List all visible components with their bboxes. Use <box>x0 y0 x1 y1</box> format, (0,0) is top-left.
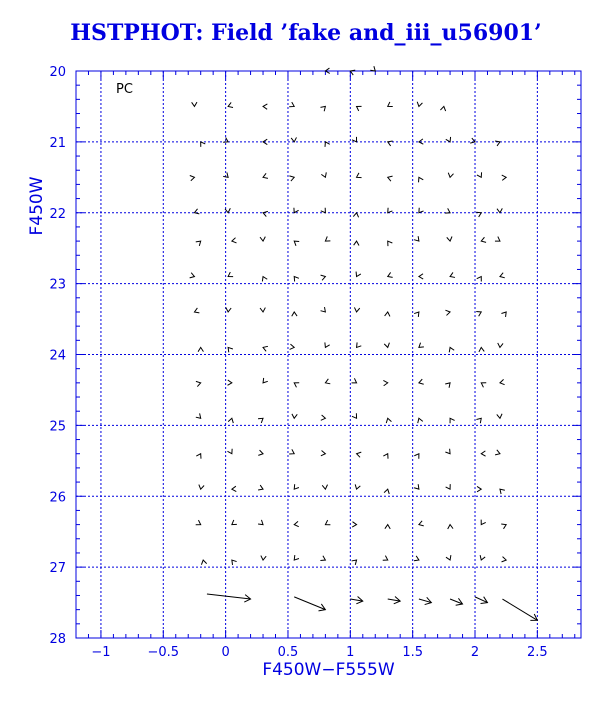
arrow-marker <box>325 142 330 147</box>
long-arrow-shaft <box>207 594 251 599</box>
arrow-marker <box>352 560 357 565</box>
arrow-marker <box>261 556 266 560</box>
arrow-marker <box>450 418 455 423</box>
arrow-marker <box>495 141 500 146</box>
arrow-marker <box>232 520 237 525</box>
arrow-marker <box>357 342 362 347</box>
x-tick-label: 0 <box>221 645 230 660</box>
arrow-marker <box>500 489 505 494</box>
arrow-marker <box>321 451 326 456</box>
arrow-marker <box>476 311 481 316</box>
arrow-marker <box>294 208 299 213</box>
arrow-marker <box>477 277 482 282</box>
arrow-marker <box>289 102 294 107</box>
arrow-marker <box>258 418 263 423</box>
arrow-marker <box>481 237 486 242</box>
arrow-marker <box>501 524 506 529</box>
arrow-marker <box>384 343 389 348</box>
chart-title: HSTPHOT: Field ’fake and_iii_u56901’ <box>70 20 542 46</box>
arrow-marker <box>388 102 393 107</box>
arrow-marker <box>445 383 450 388</box>
arrow-marker <box>260 308 265 312</box>
arrow-marker <box>258 485 263 490</box>
arrow-marker <box>479 347 484 351</box>
arrow-marker <box>294 521 299 526</box>
arrow-marker <box>388 141 393 146</box>
arrow-marker <box>501 312 506 317</box>
arrow-marker <box>385 525 390 529</box>
arrow-marker <box>476 418 481 423</box>
arrow-marker <box>470 138 475 143</box>
arrow-marker <box>480 555 485 560</box>
x-tick-label: −1 <box>91 645 111 660</box>
arrow-marker <box>196 454 201 459</box>
arrow-marker <box>450 272 455 277</box>
arrow-marker <box>263 173 268 178</box>
arrow-marker <box>449 347 454 352</box>
arrow-marker <box>481 383 486 388</box>
arrow-marker <box>232 486 236 491</box>
arrow-marker <box>383 380 387 385</box>
arrow-marker <box>325 342 330 347</box>
arrow-marker <box>445 310 450 315</box>
arrow-marker <box>352 137 357 142</box>
arrow-marker <box>448 525 453 529</box>
arrow-marker <box>357 173 362 178</box>
arrow-marker <box>414 312 419 317</box>
arrow-marker <box>194 209 199 214</box>
arrow-marker <box>263 211 268 216</box>
arrow-marker <box>481 520 486 525</box>
arrow-marker <box>414 556 419 561</box>
arrow-marker <box>414 484 419 489</box>
arrow-marker <box>226 308 231 312</box>
y-tick-label: 28 <box>49 632 66 647</box>
arrow-marker <box>502 557 507 562</box>
x-tick-label: 0.5 <box>277 645 299 660</box>
arrow-marker <box>383 454 388 459</box>
arrow-marker <box>388 208 393 213</box>
arrow-marker <box>190 175 195 180</box>
arrow-marker <box>192 102 197 106</box>
arrow-marker <box>497 414 502 419</box>
y-tick-label: 25 <box>49 419 66 435</box>
arrow-marker <box>495 450 500 455</box>
arrow-marker <box>232 560 237 565</box>
arrow-marker <box>194 308 199 313</box>
arrow-marker <box>289 449 294 454</box>
arrow-marker <box>446 555 451 560</box>
arrow-marker <box>481 451 485 456</box>
x-axis-label: F450W−F555W <box>262 660 395 680</box>
arrow-marker <box>228 347 233 352</box>
arrow-marker <box>258 450 263 455</box>
long-arrow-shaft <box>502 599 537 620</box>
arrow-marker <box>294 383 299 388</box>
arrow-marker <box>448 173 453 178</box>
arrow-marker <box>500 379 505 384</box>
arrow-marker <box>260 237 265 241</box>
arrow-marker <box>352 522 356 527</box>
arrow-marker <box>201 560 206 565</box>
arrow-marker <box>196 413 201 418</box>
arrow-marker <box>198 347 203 351</box>
arrow-marker <box>417 102 422 107</box>
panel-label: PC <box>116 82 133 97</box>
arrow-marker <box>353 213 358 218</box>
arrow-marker <box>201 142 206 147</box>
arrow-marker <box>354 307 359 312</box>
arrow-marker <box>354 241 359 245</box>
arrow-marker <box>289 176 294 181</box>
arrow-marker <box>386 418 391 423</box>
y-tick-label: 20 <box>49 65 66 80</box>
arrow-marker <box>352 413 357 418</box>
arrow-marker <box>419 379 424 384</box>
arrow-marker <box>388 241 393 246</box>
arrow-marker <box>258 520 263 525</box>
arrow-marker <box>419 274 423 279</box>
arrow-marker <box>290 344 295 349</box>
arrow-marker <box>321 208 326 213</box>
arrow-marker <box>232 238 237 243</box>
arrow-marker <box>228 380 232 385</box>
arrow-marker <box>500 273 505 278</box>
arrow-marker <box>294 555 299 560</box>
arrow-marker <box>294 241 299 246</box>
long-arrow-shaft <box>294 597 325 610</box>
arrow-marker <box>292 312 297 316</box>
arrow-marker <box>477 172 482 177</box>
arrow-marker <box>199 485 204 490</box>
arrow-marker <box>446 137 451 142</box>
arrow-marker <box>291 137 296 141</box>
arrow-marker <box>325 236 330 241</box>
arrow-marker <box>263 104 267 109</box>
arrow-marker <box>263 378 268 383</box>
y-tick-label: 24 <box>49 348 66 364</box>
y-axis-label: F450W <box>27 176 47 236</box>
arrow-marker <box>196 520 201 525</box>
arrow-marker <box>321 275 326 280</box>
arrow-marker <box>263 346 268 351</box>
arrow-marker <box>223 172 228 177</box>
y-tick-label: 27 <box>49 561 66 577</box>
x-tick-label: 2.5 <box>527 645 548 660</box>
arrow-marker <box>325 520 330 525</box>
arrow-marker <box>357 106 362 111</box>
arrow-marker <box>294 484 299 489</box>
arrow-marker <box>320 106 325 111</box>
arrow-marker <box>196 381 201 386</box>
arrow-marker <box>445 449 450 454</box>
arrow-marker <box>497 208 502 212</box>
arrow-marker <box>447 236 452 241</box>
arrow-marker <box>196 241 201 246</box>
arrow-marker <box>228 418 233 423</box>
arrow-marker <box>292 414 297 418</box>
arrow-marker <box>357 452 362 457</box>
arrow-marker <box>190 273 195 278</box>
arrow-marker <box>370 66 375 71</box>
arrow-marker <box>498 343 503 347</box>
arrow-marker <box>477 486 481 491</box>
arrow-marker <box>356 272 361 277</box>
y-tick-label: 22 <box>49 206 66 222</box>
arrow-marker <box>419 177 424 182</box>
arrow-marker <box>384 489 389 494</box>
arrow-marker <box>418 418 423 423</box>
y-tick-label: 26 <box>49 490 66 506</box>
arrow-marker <box>320 556 325 561</box>
arrow-marker <box>385 312 390 316</box>
arrow-marker <box>388 272 393 277</box>
x-tick-label: 2 <box>470 645 480 660</box>
y-tick-label: 21 <box>49 135 66 151</box>
arrow-marker <box>228 102 233 107</box>
arrow-marker <box>414 236 419 241</box>
arrow-marker <box>502 175 506 180</box>
arrow-marker <box>388 176 393 181</box>
arrow-marker <box>352 378 357 383</box>
arrow-marker <box>227 449 232 454</box>
arrow-marker <box>446 484 451 489</box>
arrow-marker <box>294 277 299 282</box>
arrow-marker <box>355 484 360 489</box>
arrow-marker <box>383 556 388 561</box>
arrow-marker <box>321 172 326 177</box>
x-tick-label: 1 <box>346 645 355 660</box>
arrow-marker <box>321 415 326 420</box>
arrow-marker <box>440 106 445 111</box>
arrow-marker <box>325 379 330 384</box>
arrow-marker <box>495 237 500 242</box>
arrow-marker <box>322 485 327 490</box>
arrow-marker <box>419 343 424 348</box>
x-tick-label: 1.5 <box>402 645 424 660</box>
arrow-marker <box>262 277 267 282</box>
arrow-marker <box>321 307 326 312</box>
y-tick-label: 23 <box>49 277 66 293</box>
arrow-marker <box>228 272 233 277</box>
arrow-marker <box>419 208 424 213</box>
arrow-marker <box>414 454 419 459</box>
x-tick-label: −0.5 <box>147 645 180 660</box>
arrow-marker <box>419 521 424 526</box>
